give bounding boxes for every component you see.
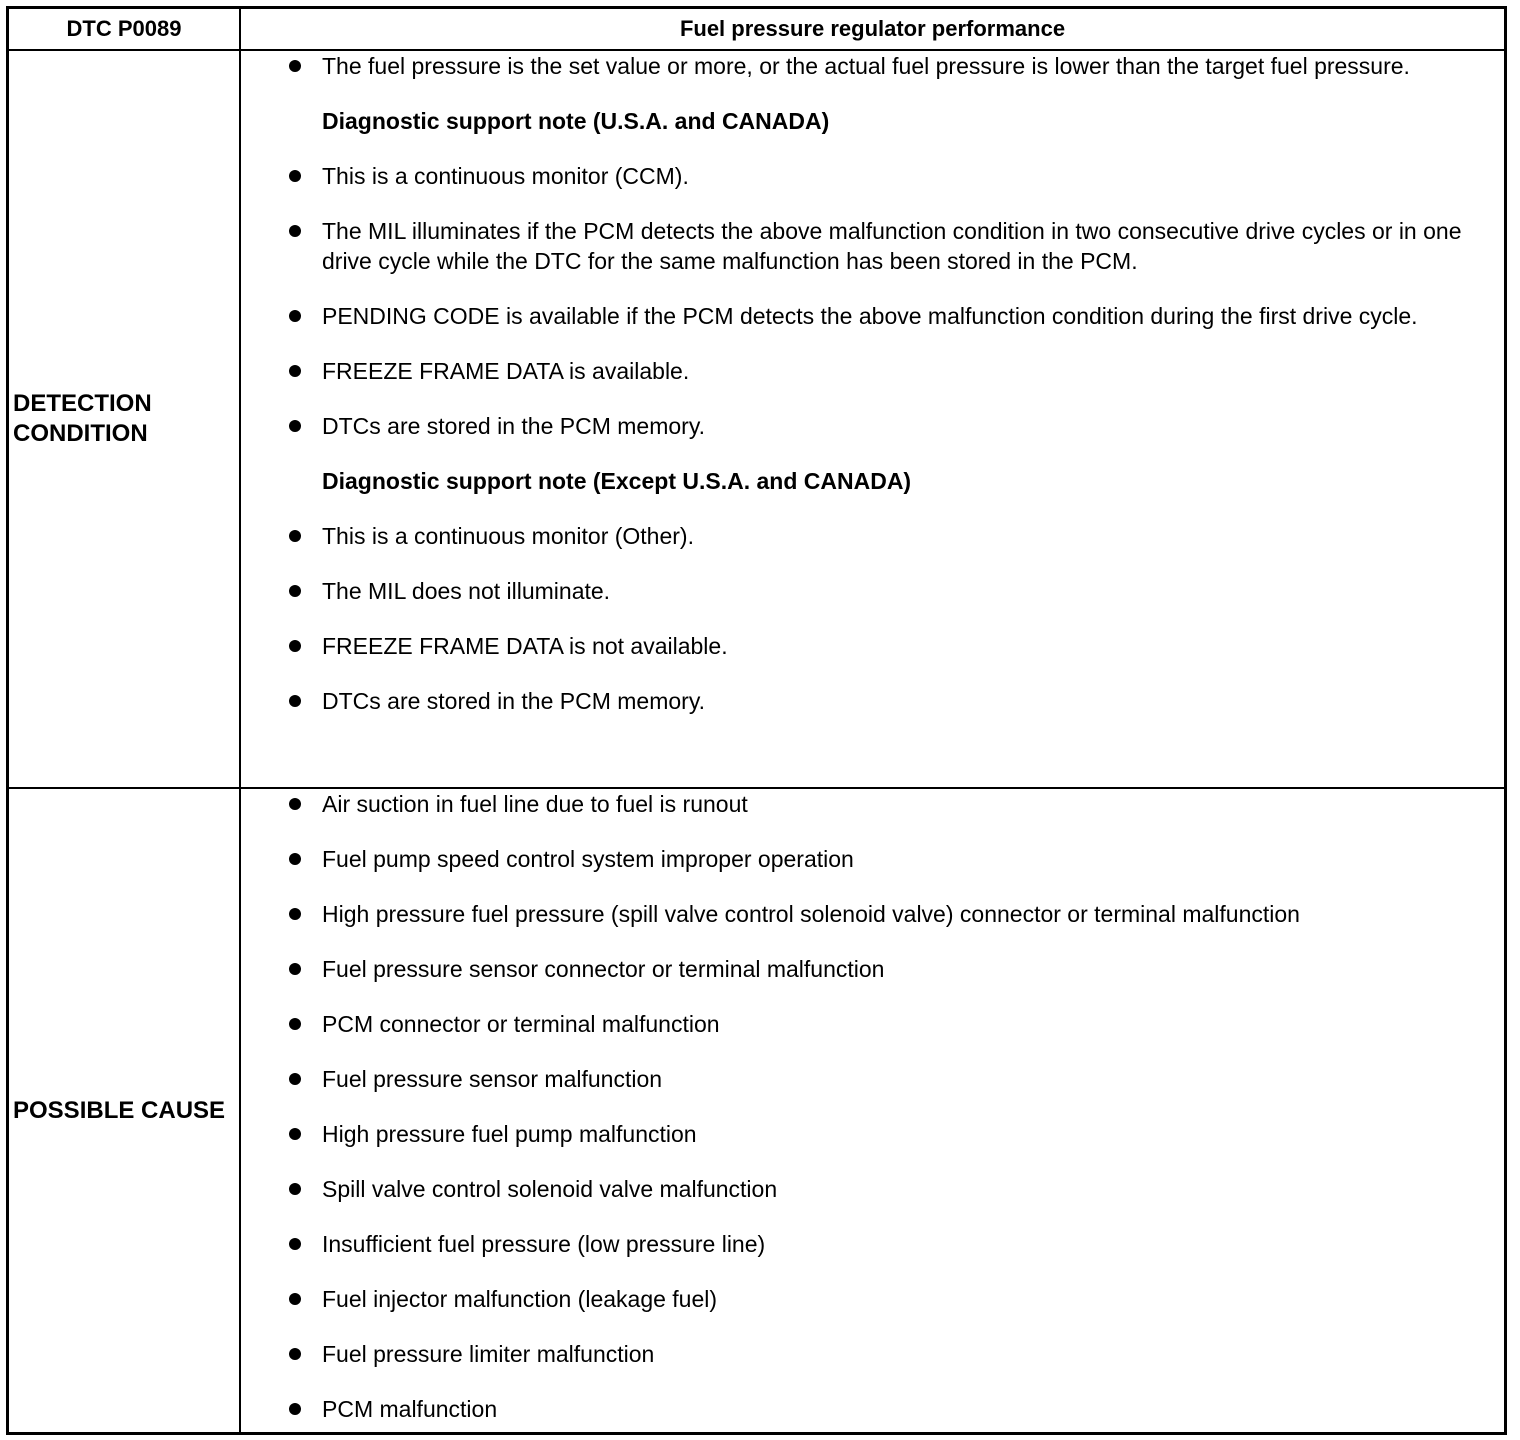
list-item xyxy=(241,1284,1504,1314)
detection-content-cell xyxy=(241,51,1504,787)
bullet-icon xyxy=(289,225,301,237)
list-item xyxy=(241,789,1504,819)
list-item xyxy=(241,411,1504,441)
list-item xyxy=(241,521,1504,551)
bullet-icon xyxy=(289,853,301,865)
bullet-icon xyxy=(289,1073,301,1085)
detection-condition-label: DETECTION CONDITION xyxy=(13,390,152,447)
dtc-table xyxy=(6,6,1507,1435)
list-item-text: Diagnostic support note (Except U.S.A. and CANADA) xyxy=(322,468,912,494)
bullet-icon xyxy=(289,530,301,542)
list-item-text: Air suction in fuel line due to fuel is runout xyxy=(322,791,748,817)
list-item-text: DTCs are stored in the PCM memory. xyxy=(322,413,706,439)
list-item xyxy=(241,1174,1504,1204)
list-item xyxy=(241,161,1504,191)
bullet-icon xyxy=(289,60,301,72)
list-item-text: FREEZE FRAME DATA is available. xyxy=(322,358,690,384)
list-item-text: This is a continuous monitor (CCM). xyxy=(322,163,689,189)
list-item xyxy=(241,631,1504,661)
bullet-icon xyxy=(289,1348,301,1360)
list-item-text: DTCs are stored in the PCM memory. xyxy=(322,688,706,714)
detection-condition-row xyxy=(9,51,1504,789)
list-item xyxy=(241,1339,1504,1369)
diagnostic-support-note xyxy=(241,466,1504,496)
bullet-icon xyxy=(289,1238,301,1250)
diagnostic-support-note xyxy=(241,106,1504,136)
list-item xyxy=(241,686,1504,716)
list-item xyxy=(241,216,1504,276)
list-item xyxy=(241,356,1504,386)
bullet-icon xyxy=(289,310,301,322)
list-item xyxy=(241,954,1504,984)
list-item-text: PCM connector or terminal malfunction xyxy=(322,1011,720,1037)
list-item-text: This is a continuous monitor (Other). xyxy=(322,523,694,549)
bullet-icon xyxy=(289,585,301,597)
bullet-icon xyxy=(289,1403,301,1415)
list-item-text: Spill valve control solenoid valve malfunction xyxy=(322,1176,778,1202)
dtc-code: DTC P0089 xyxy=(66,16,182,41)
list-item xyxy=(241,1119,1504,1149)
list-item xyxy=(241,1064,1504,1094)
bullet-icon xyxy=(289,1293,301,1305)
bullet-icon xyxy=(289,1183,301,1195)
list-item xyxy=(241,844,1504,874)
bullet-icon xyxy=(289,695,301,707)
list-item xyxy=(241,1394,1504,1424)
dtc-title: Fuel pressure regulator performance xyxy=(679,16,1066,41)
list-item xyxy=(241,1009,1504,1039)
possible-cause-label: POSSIBLE CAUSE xyxy=(13,1096,226,1124)
list-item-text: High pressure fuel pressure (spill valve control solenoid valve) connector or terminal malfunction xyxy=(322,901,1300,927)
bullet-icon xyxy=(289,420,301,432)
list-item-text: Fuel pressure sensor connector or terminal malfunction xyxy=(322,956,885,982)
header-title-cell xyxy=(241,9,1504,49)
bullet-icon xyxy=(289,963,301,975)
list-item-text: The fuel pressure is the set value or more, or the actual fuel pressure is lower than the target fuel pressure. xyxy=(322,53,1410,79)
list-item-text: FREEZE FRAME DATA is not available. xyxy=(322,633,728,659)
list-item-text: Fuel injector malfunction (leakage fuel) xyxy=(322,1286,718,1312)
list-item-text: Fuel pump speed control system improper operation xyxy=(322,846,854,872)
bullet-icon xyxy=(289,170,301,182)
cause-content-cell xyxy=(241,789,1504,1432)
bullet-icon xyxy=(289,365,301,377)
list-item-text: High pressure fuel pump malfunction xyxy=(322,1121,697,1147)
bullet-icon xyxy=(289,1018,301,1030)
bullet-icon xyxy=(289,1128,301,1140)
detection-label-cell xyxy=(9,51,241,787)
list-item-text: The MIL illuminates if the PCM detects the above malfunction condition in two consecutive drive cycles or in one drive cycle while the DTC for the same malfunction has been stored in the PCM. xyxy=(322,218,1462,274)
list-item xyxy=(241,576,1504,606)
header-row xyxy=(9,9,1504,51)
list-item-text: Insufficient fuel pressure (low pressure line) xyxy=(322,1231,766,1257)
list-item-text: Diagnostic support note (U.S.A. and CANADA) xyxy=(322,108,830,134)
list-item-text: Fuel pressure sensor malfunction xyxy=(322,1066,663,1092)
bullet-icon xyxy=(289,640,301,652)
list-item xyxy=(241,51,1504,81)
detection-list xyxy=(241,51,1504,716)
list-item-text: PENDING CODE is available if the PCM detects the above malfunction condition during the first drive cycle. xyxy=(322,303,1418,329)
list-item-text: PCM malfunction xyxy=(322,1396,498,1422)
list-item xyxy=(241,301,1504,331)
bullet-icon xyxy=(289,908,301,920)
list-item xyxy=(241,1229,1504,1259)
bullet-icon xyxy=(289,798,301,810)
list-item-text: Fuel pressure limiter malfunction xyxy=(322,1341,655,1367)
header-code-cell xyxy=(9,9,241,49)
cause-label-cell xyxy=(9,789,241,1432)
list-item-text: The MIL does not illuminate. xyxy=(322,578,611,604)
list-item xyxy=(241,899,1504,929)
possible-cause-row xyxy=(9,789,1504,1432)
cause-list xyxy=(241,789,1504,1424)
